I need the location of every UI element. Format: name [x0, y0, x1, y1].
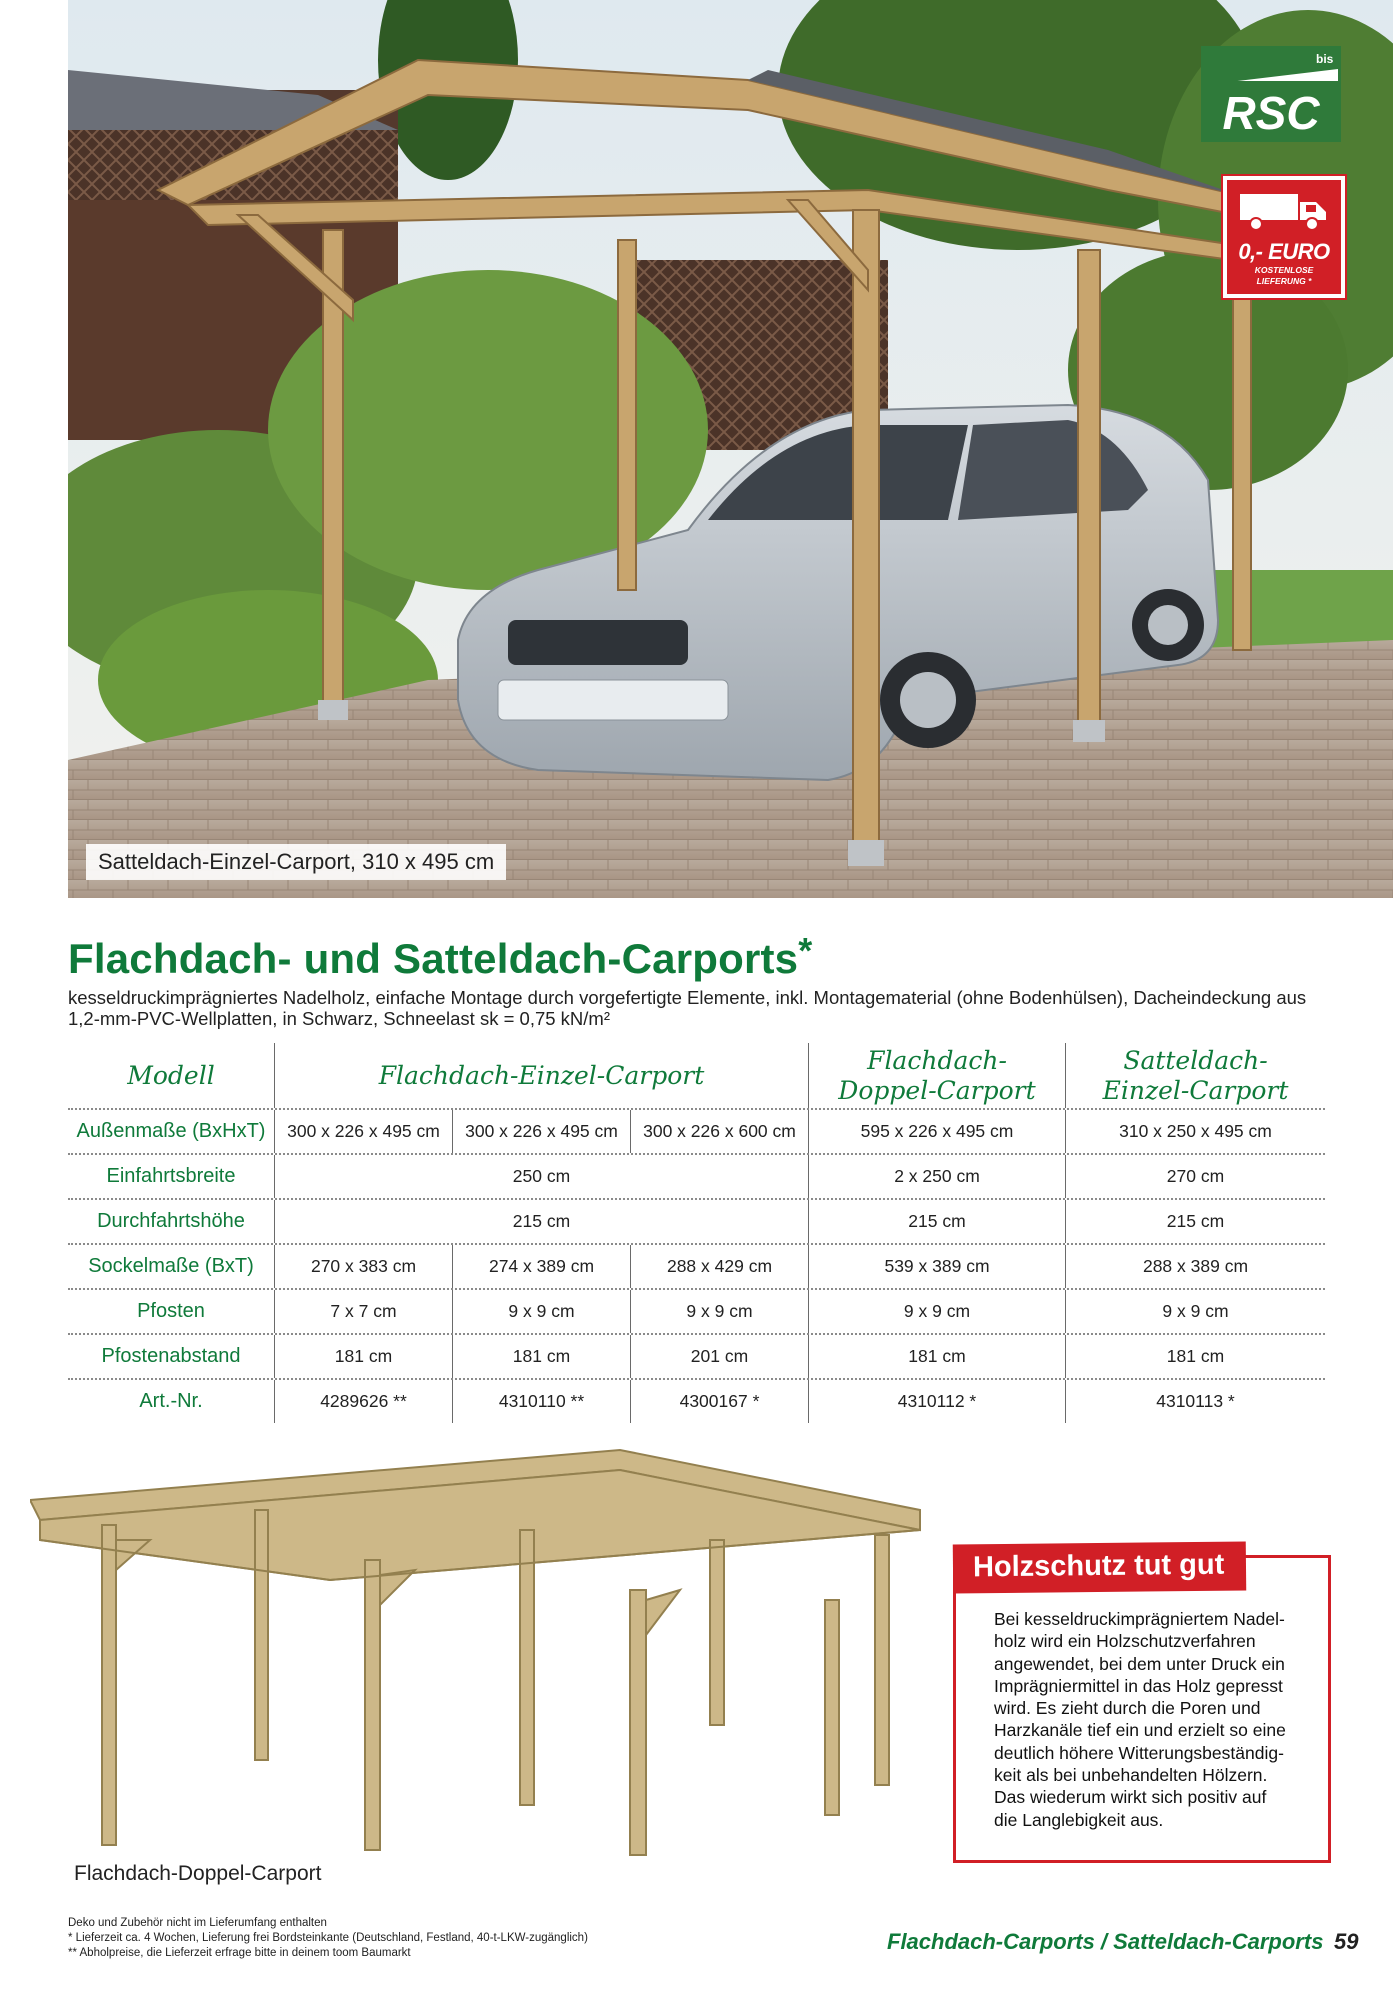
- table-cell: 7 x 7 cm: [275, 1290, 453, 1333]
- free-delivery-badge: [1223, 176, 1345, 298]
- table-cell: 181 cm: [809, 1335, 1066, 1378]
- info-line: angewendet, bei dem unter Druck ein: [994, 1653, 1285, 1674]
- header-flachdach-doppel: [809, 1043, 1066, 1108]
- header-flachdach-doppel-line1: Flachdach-: [867, 1045, 1007, 1075]
- table-cell: 215 cm: [809, 1200, 1066, 1243]
- intro-text: [68, 987, 1318, 1029]
- footnotes: [68, 1916, 588, 1961]
- table-row: [68, 1245, 1325, 1290]
- table-cell: 300 x 226 x 495 cm: [453, 1110, 631, 1153]
- badge-price: 0,- EURO: [1238, 239, 1330, 264]
- footnote: Deko und Zubehör nicht im Lieferumfang enthalten: [68, 1917, 327, 1929]
- info-box-title: Holzschutz tut gut: [953, 1541, 1247, 1593]
- hero-photo: [68, 0, 1393, 898]
- table-cell: 181 cm: [275, 1335, 453, 1378]
- table-cell: 181 cm: [453, 1335, 631, 1378]
- table-cell: 310 x 250 x 495 cm: [1119, 1121, 1272, 1141]
- page-title-text: Flachdach- und Satteldach-Carports: [68, 935, 799, 982]
- table-cell: 201 cm: [631, 1335, 809, 1378]
- info-line: Das wiederum wirkt sich positiv auf: [994, 1787, 1267, 1808]
- table-cell: 288 x 389 cm: [1142, 1256, 1249, 1276]
- row-label: Durchfahrtshöhe: [68, 1200, 275, 1243]
- row-label: Sockelmaße (BxT): [68, 1245, 275, 1288]
- table-cell: 9 x 9 cm: [453, 1290, 631, 1333]
- badge-line-1: KOSTENLOSE: [1254, 265, 1314, 275]
- rsc-logo: [1201, 46, 1341, 142]
- logo-tag: bis: [1316, 52, 1334, 66]
- row-label: Art.-Nr.: [68, 1380, 275, 1423]
- row-label: Pfostenabstand: [68, 1335, 275, 1378]
- table-row: [68, 1290, 1325, 1335]
- table-cell: 215 cm: [1166, 1211, 1225, 1231]
- row-label: Außenmaße (BxHxT): [68, 1110, 275, 1153]
- footer-section-title: Flachdach-Carports / Satteldach-Carports: [887, 1929, 1324, 1954]
- intro-line-1: kesseldruckimprägniertes Nadelholz, einfache Montage durch vorgefertigte Elemente, inkl. Montagematerial (ohne Bodenhülsen), Dacheindeckung aus: [68, 987, 1307, 1008]
- row-label: Einfahrtsbreite: [68, 1155, 275, 1198]
- info-line: Imprägniermittel in das Holz gepresst: [994, 1675, 1283, 1696]
- table-cell: 4310110 **: [453, 1380, 631, 1423]
- drawing-caption: Flachdach-Doppel-Carport: [74, 1862, 322, 1885]
- table-cell: 250 cm: [275, 1155, 809, 1198]
- table-header-row: [68, 1043, 1325, 1110]
- row-label: Pfosten: [68, 1290, 275, 1333]
- info-box-text: [994, 1608, 1306, 1831]
- header-satteldach-einzel: [1066, 1043, 1325, 1108]
- table-cell: 274 x 389 cm: [453, 1245, 631, 1288]
- info-line: wird. Es zieht durch die Poren und: [994, 1698, 1261, 1719]
- table-cell: 300 x 226 x 600 cm: [631, 1110, 809, 1153]
- table-cell: 181 cm: [1166, 1346, 1225, 1366]
- table-cell: 215 cm: [275, 1200, 809, 1243]
- info-line: die Langlebigkeit aus.: [994, 1809, 1164, 1830]
- info-line: Harzkanäle tief ein und erzielt so eine: [994, 1720, 1286, 1741]
- table-cell: 270 cm: [1166, 1166, 1225, 1186]
- title-asterisk: *: [798, 930, 813, 971]
- flachdach-doppel-carport-illustration: [30, 1440, 930, 1860]
- info-line: holz wird ein Holzschutzverfahren: [994, 1631, 1256, 1652]
- table-row: [68, 1200, 1325, 1245]
- table-cell: 539 x 389 cm: [809, 1245, 1066, 1288]
- intro-line-2: 1,2-mm-PVC-Wellplatten, in Schwarz, Schneelast sk = 0,75 kN/m²: [68, 1008, 611, 1029]
- header-modell: Modell: [68, 1043, 275, 1108]
- footnote: ** Abholpreise, die Lieferzeit erfrage bitte in deinem toom Baumarkt: [68, 1947, 411, 1959]
- info-line: keit als bei unbehandelten Hölzern.: [994, 1765, 1268, 1786]
- page-title: [68, 930, 812, 983]
- photo-caption: Satteldach-Einzel-Carport, 310 x 495 cm: [86, 844, 506, 880]
- table-cell: 4300167 *: [631, 1380, 809, 1423]
- table-cell: 9 x 9 cm: [631, 1290, 809, 1333]
- header-satteldach-einzel-line1: Satteldach-: [1123, 1045, 1268, 1075]
- badge-line-2: LIEFERUNG *: [1256, 276, 1312, 286]
- header-satteldach-einzel-line2: Einzel-Carport: [1102, 1075, 1289, 1105]
- table-cell: 300 x 226 x 495 cm: [275, 1110, 453, 1153]
- table-cell: 4289626 **: [275, 1380, 453, 1423]
- info-line: deutlich höhere Witterungsbeständig-: [994, 1742, 1284, 1763]
- table-cell: 4310113 *: [1156, 1391, 1235, 1411]
- info-line: Bei kesseldruckimprägniertem Nadel-: [994, 1609, 1285, 1629]
- table-cell: 9 x 9 cm: [1162, 1301, 1229, 1321]
- table-row: [68, 1155, 1325, 1200]
- table-cell: 2 x 250 cm: [809, 1155, 1066, 1198]
- logo-text: RSC: [1222, 87, 1320, 139]
- table-cell: 595 x 226 x 495 cm: [809, 1110, 1066, 1153]
- header-flachdach-einzel: Flachdach-Einzel-Carport: [275, 1043, 809, 1108]
- table-cell: 288 x 429 cm: [631, 1245, 809, 1288]
- table-cell: 270 x 383 cm: [275, 1245, 453, 1288]
- table-row: [68, 1110, 1325, 1155]
- footnote: * Lieferzeit ca. 4 Wochen, Lieferung frei Bordsteinkante (Deutschland, Festland, 40-t-LKW-zugänglich): [68, 1932, 588, 1944]
- table-row: [68, 1380, 1325, 1423]
- header-flachdach-doppel-line2: Doppel-Carport: [838, 1075, 1036, 1105]
- carport-photo-illustration: [68, 0, 1393, 898]
- table-cell: 4310112 *: [809, 1380, 1066, 1423]
- page-number: 59: [1334, 1929, 1359, 1954]
- table-cell: 9 x 9 cm: [809, 1290, 1066, 1333]
- truck-icon: [1236, 188, 1332, 232]
- table-row: [68, 1335, 1325, 1380]
